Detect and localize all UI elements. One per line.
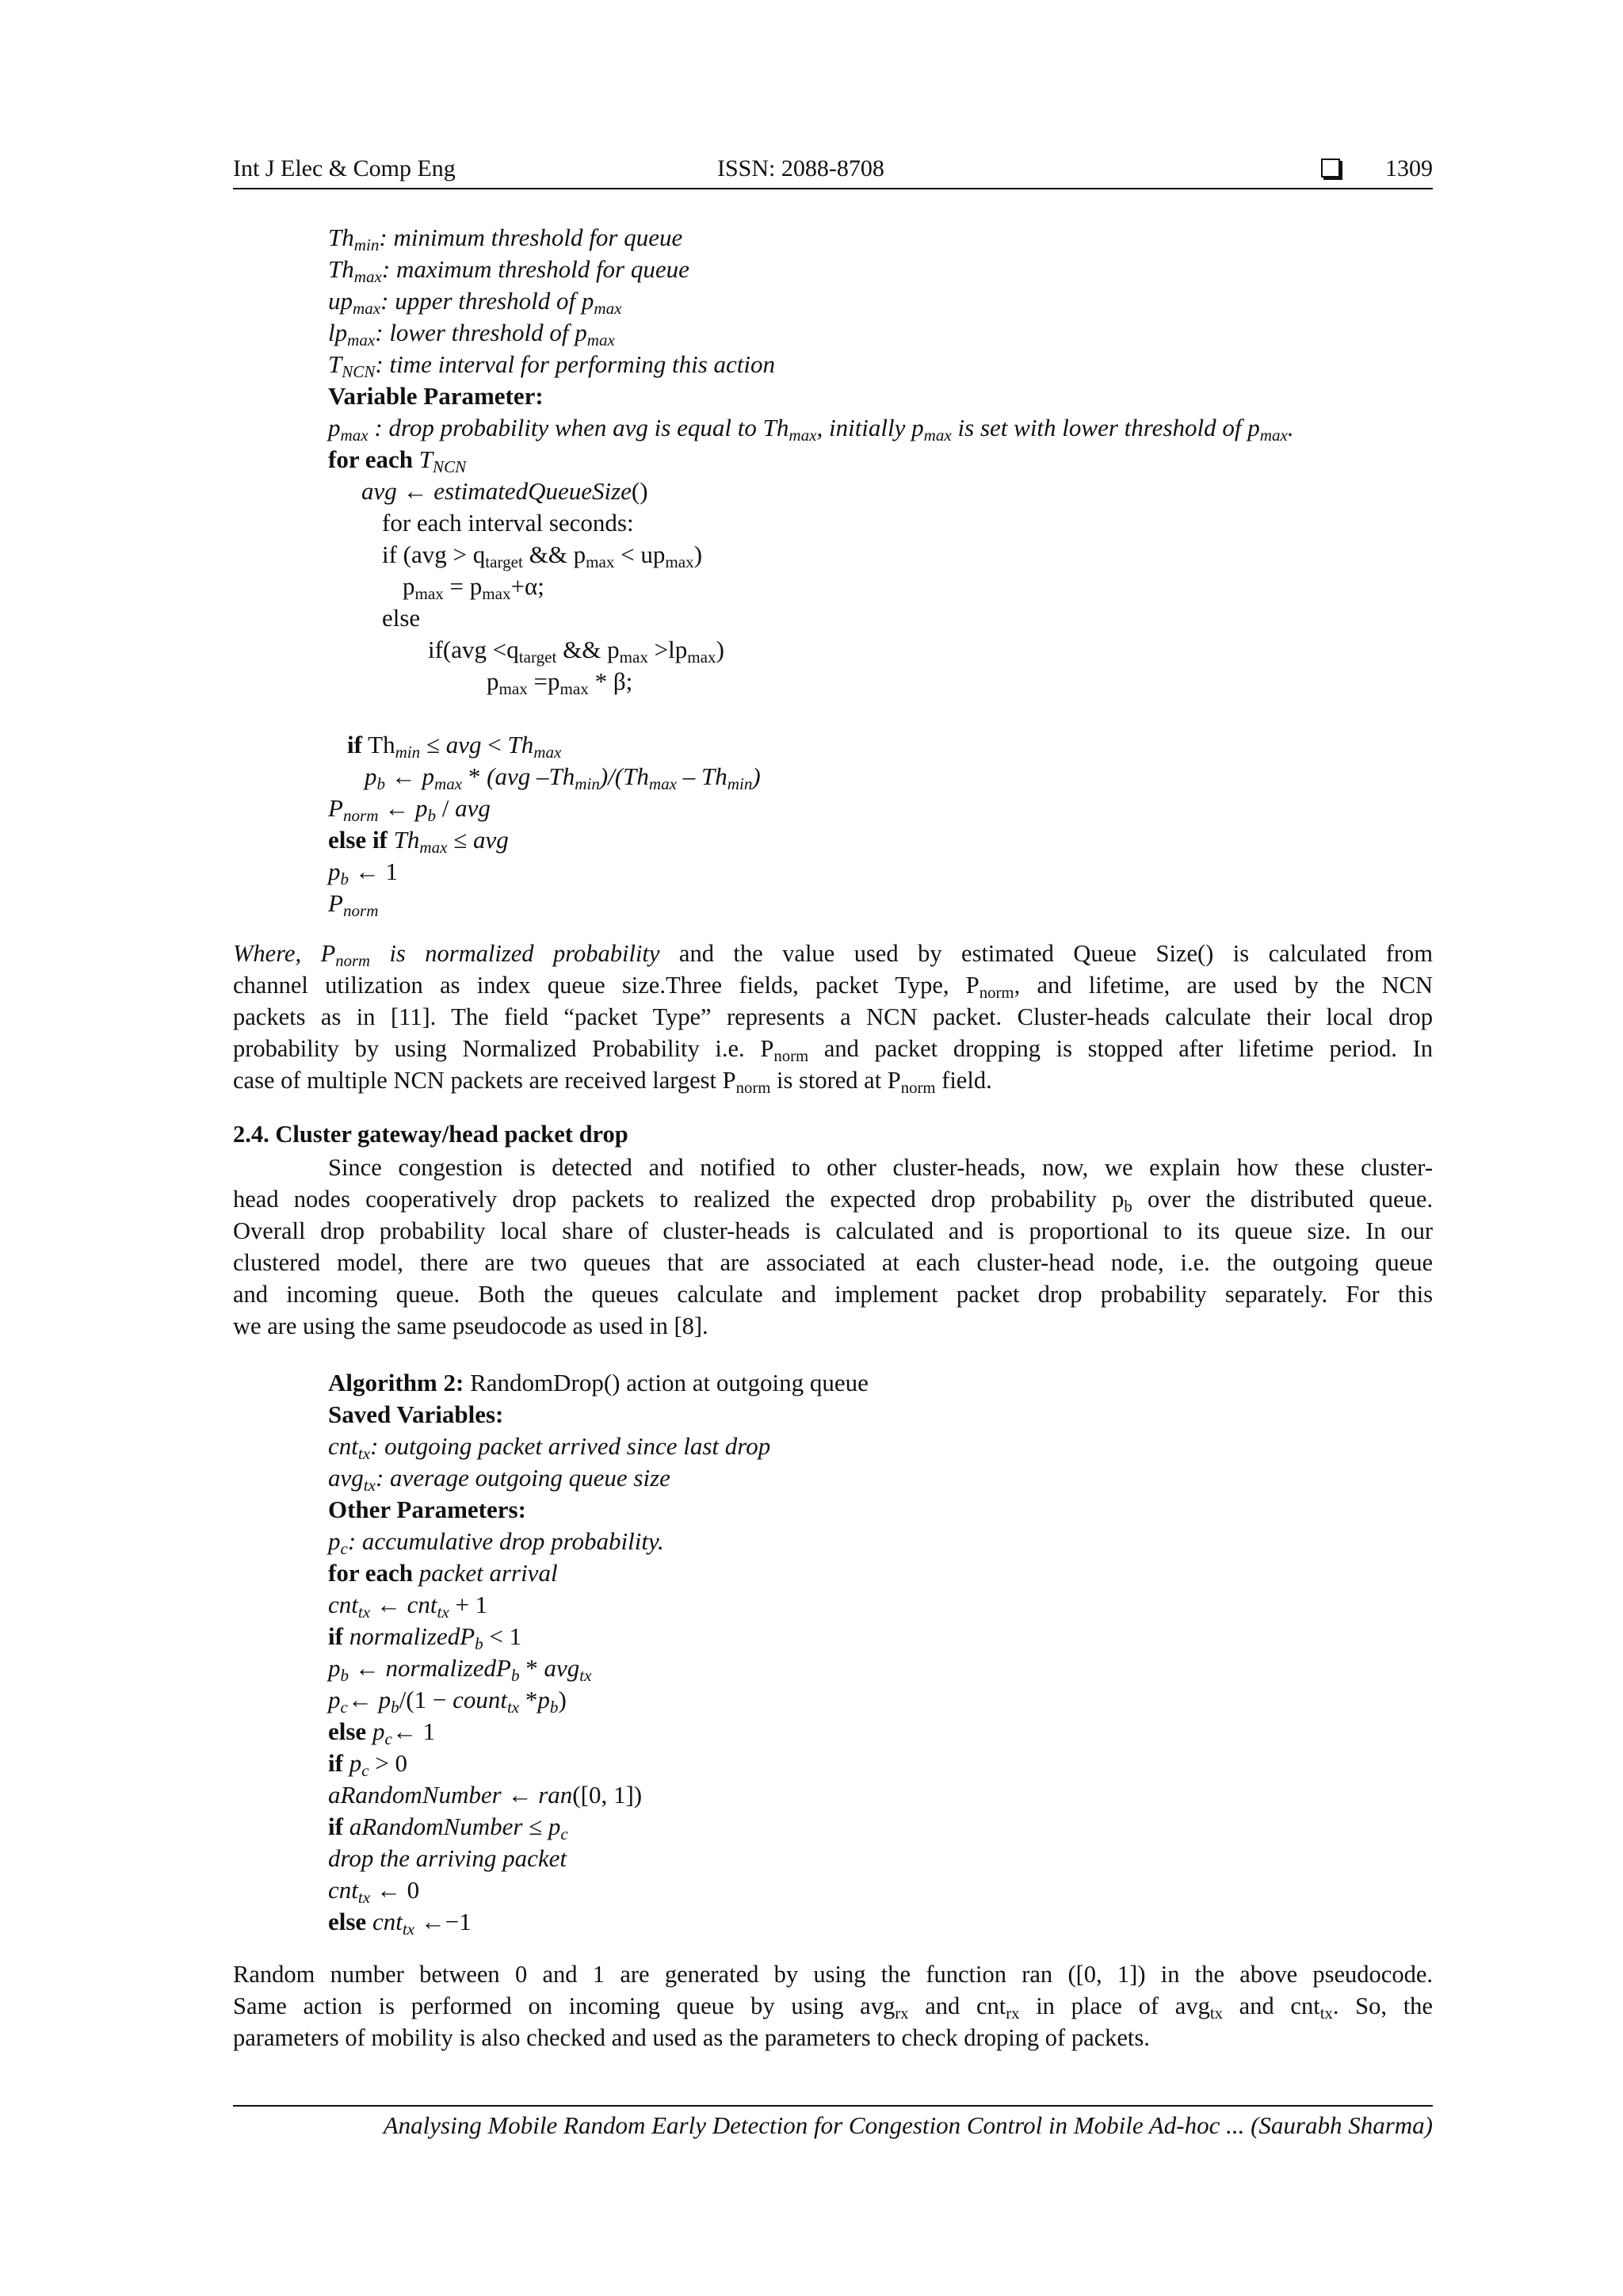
paragraph-line: Overall drop probability local share of cluster-heads is calculated and is proportional to its queue size. In our [233,1217,1433,1244]
algo-line: cnt$_{tx}$ ← 0 [328,1876,420,1907]
paragraph-random-number [233,1958,1433,2053]
algo-line: else cnt$_{tx}$ ←−1 [328,1908,472,1939]
algo-line: Variable Parameter: [328,382,544,410]
paragraph-line: packets as in [11]. The field “packet Type” represents a NCN packet. Cluster-heads calculate their local drop [233,1003,1433,1030]
algo-line: drop the arriving packet [328,1844,567,1872]
paragraph-normalized-probability [233,938,1433,1096]
algo-line: $p_{max} = p_{max}+\alpha$; [403,572,544,603]
paragraph-line: case of multiple NCN packets are received largest $P_{norm}$ is stored at $P_{norm}$ field. [233,1067,992,1097]
algorithm-2-block [328,1367,869,1938]
paragraph-line: Where, $P_{norm}$ is normalized probability and the value used by estimated Queue Size() is calculated from [233,940,1433,970]
paragraph-line: head nodes cooperatively drop packets to realized the expected drop probability $p_b$ over the distributed queue. [233,1186,1433,1216]
algo-line: if ($avg > q_{target}$ && $p_{max} < up_{max}$) [382,541,703,571]
algo-line: $Th_{max}$: maximum threshold for queue [328,255,689,286]
paragraph-line: Random number between 0 and 1 are generated by using the function ran ([0, 1]) in the above pseudocode. [233,1961,1433,1988]
paragraph-line: channel utilization as index queue size.Three fields, packet Type, $P_{norm}$, and lifetime, are used by the NCN [233,972,1433,1002]
paragraph-line: we are using the same pseudocode as used in [8]. [233,1312,708,1339]
issn: ISSN: 2088-8708 [717,155,884,181]
algo-line: $if(avg <q_{target}$ && $p_{max} >lp_{max}$) [428,636,724,667]
algo-line: $P_{norm}$ ← $p_b$ / avg [328,794,491,825]
algo-line: if aRandomNumber ≤ $p_c$ [328,1813,568,1843]
algo-line: avg ← estimatedQueueSize() [361,477,648,505]
paragraph-line: Same action is performed on incoming queue by using avg$_{rx}$ and cnt$_{rx}$ in place of avg$_{tx}$ and cnt$_{tx}$. So, the [233,1992,1433,2023]
algo-line: $Th_{min}$: minimum threshold for queue [328,223,683,254]
square-bullet-icon [1321,159,1340,178]
paragraph-line: clustered model, there are two queues that are associated at each cluster-head node, i.e. the outgoing queue [233,1249,1433,1276]
algo-line: Other Parameters: [328,1496,526,1523]
algo-line: $p_c\leftarrow$ $p_b/(1$ − count$_{tx}$ $*p_b$) [328,1686,567,1717]
algo-line: $up_{max}$: upper threshold of $p_{max}$ [328,287,622,318]
algo-title: Algorithm 2: RandomDrop() action at outgoing queue [328,1369,869,1396]
header-rule [233,188,1433,189]
algo-line: if $p_c > 0$ [328,1749,408,1780]
algo-line: for each $T_{NCN}$ [328,445,467,476]
algo-line: if $Th_{min}$ ≤ avg < $Th_{max}$ [347,731,562,762]
algo-line: Saved Variables: [328,1400,504,1428]
section-heading: 2.4. Cluster gateway/head packet drop [233,1121,628,1148]
algo-line: $p_b$ ← normalizedP$_b$ * avg$_{tx}$ [328,1654,592,1685]
algo-blank-line [328,697,1294,729]
algo-line: else if $Th_{max}$ ≤ avg [328,826,509,857]
algo-line: $p_b$ ← $p_{max} * (avg$ $-Th_{min})/(Th_{max} - Th_{min})$ [365,762,761,793]
algo-line: $p_c$: accumulative drop probability. [328,1527,664,1558]
footer-rule [233,2105,1433,2107]
algo-line: cnt$_{tx}$ ← cnt$_{tx}$ + 1 [328,1591,488,1622]
paragraph-line: probability by using Normalized Probability i.e. $P_{norm}$ and packet dropping is stopped after lifetime period. In [233,1035,1433,1065]
algo-line: $p_{max}$ : drop probability when avg is equal to $Th_{max}$, initially $p_{max}$ is set with lower threshold of $p_{max}$. [328,414,1294,445]
paragraph-line: Since congestion is detected and notified to other cluster-heads, now, we explain how these cluster- [328,1154,1433,1181]
algo-line: $lp_{max}$: lower threshold of $p_{max}$ [328,319,615,350]
journal-name: Int J Elec & Comp Eng [233,155,456,181]
page-number: 1309 [1385,155,1433,181]
algo-line: $p_b$ ← 1 [328,858,399,888]
algo-line: for each interval seconds: [382,509,634,537]
algo-line: $P_{norm}$ [328,889,379,920]
algo-line: $p_{max} =p_{max} * \beta$; [487,667,633,698]
running-footer-title: Analysing Mobile Random Early Detection for Congestion Control in Mobile Ad-hoc ... (Saurabh Sharma) [383,2111,1433,2139]
algo-line: cnt$_{tx}$: outgoing packet arrived since last drop [328,1432,771,1463]
paragraph-line: and incoming queue. Both the queues calculate and implement packet drop probability separately. For this [233,1281,1433,1308]
running-header [233,155,1433,187]
algo-line: $T_{NCN}$: time interval for performing this action [328,350,776,381]
paragraph-line: parameters of mobility is also checked and used as the parameters to check droping of packets. [233,2024,1150,2051]
paragraph-section-2-4 [233,1152,1433,1342]
algo-line: avg$_{tx}$: average outgoing queue size [328,1464,670,1495]
algo-line: if normalizedP$_b$ < 1 [328,1622,522,1653]
algorithm-1-block [328,222,1294,919]
algo-line: else $p_c\leftarrow$ 1 [328,1717,436,1748]
algo-line: else [382,604,421,632]
algo-line: for each packet arrival [328,1559,558,1587]
algo-line: aRandomNumber ← ran([0, 1]) [328,1781,643,1809]
